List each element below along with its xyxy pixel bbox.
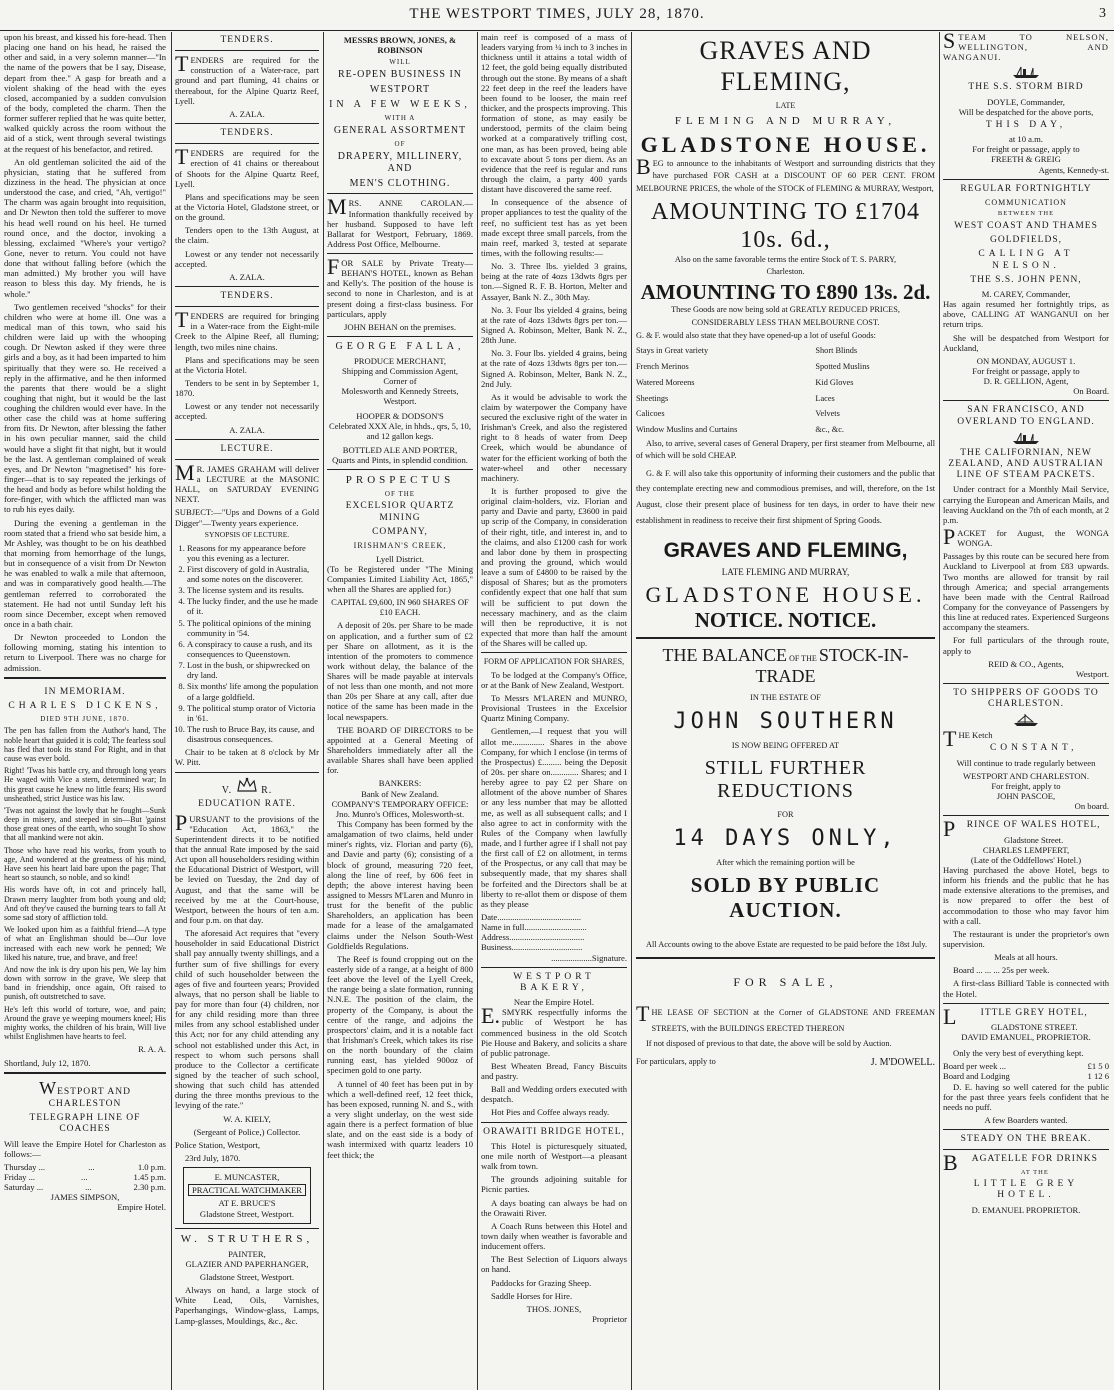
column-rule bbox=[631, 32, 632, 1390]
californian-text: Under contract for a Monthly Mail Service, carrying the European and American Mails, and leaving Auckland on the 7th of each month, at 2 p.m. bbox=[943, 484, 1109, 525]
education-text: The aforesaid Act requires that "every householder in said Educational District shall pay annually twenty shillings, and a further sum of five shillings for every child of such householder between the ages of five and fourteen years; Provided always, that no person shall be liable to pay for more than four (4) children, nor for any child residing more than three miles from any school established under this Act; nor for any child attending any school not established under this Act, in respect to whom such persons shall produce to the Collector a certificate signed by the teacher of such school, showing that such child has attended during the three months previous to the levying of the rate." bbox=[175, 928, 319, 1111]
brown-jones-line: WILL bbox=[389, 58, 411, 67]
prospectus-text: It is further proposed to give the original claim-holders, viz. Florian and party and Davie and party, £3600 in paid up scrip of the Company, in consideration of their right, title, and interest in, and to the claims, and also £1200 cash for work and labor done by them in prospecting and proving the ground, which would leave a sum of £4800 to be raised by the disposal of Shares; but as the promoters confidently expect that one half that sum will be sufficient to put down the necessary machinery, and as the claim will then be reproductive, it is not expected that more than half the amount of the Shares will be called up. bbox=[481, 486, 627, 649]
packet-agent: REID & CO., Agents, bbox=[988, 658, 1064, 669]
form-signature-field: ...................Signature. bbox=[551, 952, 627, 963]
tenders-heading: TENDERS. bbox=[220, 128, 274, 139]
tenders-heading: TENDERS. bbox=[220, 290, 274, 301]
prospectus-text: This Company has been formed by the amalgamation of two claims, held under miner's rights, viz. Florian and party (6), and Davie and party (6); consisting of a block of ground, measuring 720 feet, along the line of reef, by 606 feet in depth; the above interest having been assigned to Messrs M'Laren and Munro in trust for the benefit of the public Shareholders, an application has been made for a lease of the amalgamated claims under the Nelson South-West Goldfields Regulations. bbox=[327, 819, 473, 951]
little-grey-text: A few Boarders wanted. bbox=[984, 1115, 1068, 1126]
little-grey-text: D. E. having so well catered for the public for the past three years feels confident that he needs no puff. bbox=[943, 1081, 1109, 1112]
graves-fleming-text: These Goods are now being sold at GREATLY REDUCED PRICES, bbox=[671, 304, 900, 314]
column-2 bbox=[175, 32, 319, 1390]
story-paragraph: An old gentleman solicited the aid of the physician, stating that he suffered from dizziness in the head. The physician at once understood the case, and cried, "Ah, vertigo!" The charm was again brought into requisition, and Dr Newton then told the sufferer to move his head well round on his heel. He turned round once, and the doctor, invoking a blessing, exclaimed "Where's your vertigo? Gone, never to return. You could not have done that without falling before (which the man admitted.) My brother you will have reason to bless this day. My friends, he is whole." bbox=[4, 156, 166, 299]
graves-fleming-text: G. & F. would also state that they have opened-up a lot of useful Goods: bbox=[636, 330, 876, 340]
storm-bird-agent: Agents, Kennedy-st. bbox=[1038, 164, 1109, 175]
form-date-field: Date....................................... bbox=[481, 911, 582, 922]
steady-heading: STEADY ON THE BREAK. bbox=[960, 1134, 1092, 1145]
list-item: 6. A conspiracy to cause a rush, and its consequences to Queenstown. bbox=[187, 639, 319, 659]
royal-header: V. R. bbox=[175, 777, 319, 797]
divider bbox=[175, 1228, 319, 1229]
tender-text: TENDERS are required for the erection of 41 chains or thereabout of Shoots for the Alpine Quartz Reef, Lyell. bbox=[175, 144, 319, 189]
story-paragraph: upon his breast, and kissed his fore-head. Then placing one hand on his head, he raised the other and said, in a very solemn manner—"In the name of the powers that be I say, Disease, depart from thee." A gasp for breath and a violent shaking of the head with the eyes closed, accompanied by a sudden convulsion of the body, completed the charm. Then the former sufferer replied that he was quite better, walked quickly across the room without the aid of a stick, went through several twistings at the request of his benefactor, and retired. bbox=[4, 32, 166, 154]
story-paragraph: Dr Newton proceeded to London the following morning, stating his intention to return to Liverpool. There was no charge for admission. bbox=[4, 632, 166, 673]
struthers-text: Always on hand, a large stock of White Lead, Oils, Varnishes, Paperhangings, Window-glass, Lamps, Lamp-glasses, Mouldings, &c., &c. bbox=[175, 1285, 319, 1326]
ketch-text: Will continue to trade regularly between bbox=[956, 757, 1096, 768]
goods-item: Spotted Muslins bbox=[815, 362, 870, 372]
tender-text: Tenders open to the 13th August, at the claim. bbox=[175, 225, 319, 246]
falla-line: Corner of bbox=[383, 376, 417, 387]
divider bbox=[943, 1003, 1109, 1004]
prince-wales-heading: PRINCE OF WALES HOTEL, bbox=[943, 816, 1101, 842]
falla-line: HOOPER & DODSON'S bbox=[356, 410, 444, 421]
lecture-subject: SUBJECT:—"Ups and Downs of a Gold Digger"—Twenty years experience. bbox=[175, 507, 319, 528]
san-francisco-heading: SAN FRANCISCO, AND OVERLAND TO ENGLAND. bbox=[957, 405, 1095, 427]
graves-fleming-text: BEG to announce to the inhabitants of Westport and surrounding districts that they have purchased FOR CASH at a DISCOUNT OF 60 PER CENT. FROM MELBOURNE PRICES, the whole of the STOCK of FLEMING & MURRAY, Westport, bbox=[636, 153, 935, 193]
tender-signature: A. ZALA. bbox=[229, 108, 265, 119]
little-grey-name: DAVID EMANUEL, PROPRIETOR. bbox=[961, 1032, 1091, 1043]
divider bbox=[175, 439, 319, 440]
bakery-heading: WESTPORT BAKERY, bbox=[513, 971, 595, 993]
masthead bbox=[0, 0, 1114, 31]
orawaiti-heading: ORAWAITI BRIDGE HOTEL, bbox=[483, 1126, 625, 1137]
falla-line: PRODUCE MERCHANT, bbox=[354, 355, 446, 366]
john-penn-agent: On Board. bbox=[1073, 386, 1109, 397]
application-form-heading: FORM OF APPLICATION FOR SHARES, bbox=[483, 657, 625, 667]
carolan-notice: MRS. ANNE CAROLAN.—Information thankfully received by her husband. Supposed to have left Ballarat for Westport, February, 1869. Address Post Office, Melbourne. bbox=[327, 194, 473, 249]
storm-bird-text: For freight or passage, apply to bbox=[972, 144, 1080, 155]
coach-hotel: Empire Hotel. bbox=[117, 1202, 166, 1213]
memoriam-died: DIED 9TH JUNE, 1870. bbox=[40, 715, 130, 724]
storm-bird-day: THIS DAY, bbox=[985, 119, 1067, 130]
lecture-synopsis-heading: SYNOPSIS OF LECTURE. bbox=[204, 529, 290, 539]
struthers-line: Gladstone Street, Westport. bbox=[199, 1271, 295, 1282]
falla-line: Celebrated XXX Ale, in hhds., qrs, 5, 10, and 12 gallon kegs. bbox=[328, 420, 471, 441]
prospectus-text: THE BOARD OF DIRECTORS to be appointed at a General Meeting of Shareholders immediately after all the available Shares shall have been applied for. bbox=[327, 724, 473, 776]
steam-nelson-heading: STEAM TO NELSON, WELLINGTON, AND WANGANUI. bbox=[943, 32, 1109, 63]
poem-stanza: His words have oft, in cot and princely hall, Drawn merry laughter from both young and old; And oft they've caused the burning tears to fall At some sad story of affliction told. bbox=[4, 885, 166, 922]
price-row: Board per week ... £1 5 0 bbox=[943, 1061, 1109, 1072]
poem-stanza: The pen has fallen from the Author's hand, The noble heart that guided it is cold; The fearless soul has fled that took its stand For Right, and in that cause was ever bold. bbox=[4, 726, 166, 763]
poem-stanza: Right! 'Twas his battle cry, and through long years He waged with Vice a stern, determined war; In this great cause he knew no little fears; His sword unsheathed, strict Justice was his law. bbox=[4, 766, 166, 803]
prince-wales-name: CHARLES LEMPFERT, bbox=[982, 844, 1070, 855]
form-name-field: Name in full............................. bbox=[481, 922, 587, 933]
column-rule bbox=[939, 32, 940, 1390]
graves-fleming-text: Also on the same favorable terms the entire Stock of T. S. PARRY, bbox=[674, 254, 897, 264]
divider bbox=[636, 637, 935, 639]
prospectus-line: EXCELSIOR QUARTZ MINING bbox=[345, 501, 455, 523]
prospectus-line: COMPANY, bbox=[372, 526, 428, 537]
coach-heading: WESTPORT AND CHARLESTON bbox=[39, 1077, 131, 1109]
divider bbox=[943, 179, 1109, 180]
john-penn-text: For freight or passage, apply to bbox=[972, 365, 1080, 376]
regular-line: CALLING AT NELSON. bbox=[978, 249, 1074, 271]
bagatelle-name: D. EMANUEL PROPRIETOR. bbox=[971, 1204, 1081, 1215]
days-only-heading: 14 DAYS ONLY, bbox=[673, 825, 898, 851]
divider bbox=[943, 400, 1109, 401]
little-grey-sub: GLADSTONE STREET. bbox=[990, 1021, 1078, 1032]
list-item: 7. Lost in the bush, or shipwrecked on dry land. bbox=[187, 660, 319, 680]
orawaiti-text: A days boating can always be had on the Orawaiti River. bbox=[481, 1197, 627, 1218]
tenders-heading: TENDERS. bbox=[220, 35, 274, 45]
regular-line: WEST COAST AND THAMES bbox=[954, 220, 1098, 231]
goods-item: Window Muslins and Curtains bbox=[636, 425, 738, 435]
prince-wales-sub: Gladstone Street. bbox=[1004, 834, 1064, 845]
graves-fleming-heading: GRAVES AND FLEMING, bbox=[699, 36, 872, 96]
graves-fleming-text: G. & F. will also take this opportunity of informing their customers and the public that they contemplate erecting new and commodious premises, and will, therefore, on the 1st August, close their present place of business for ten days, in order to have their new establishment in readiness to receive their first shipment of Spring Goods. bbox=[636, 468, 935, 525]
poem-place: Shortland, July 12, 1870. bbox=[4, 1057, 91, 1068]
falla-line: BOTTLED ALE AND PORTER, bbox=[342, 444, 458, 455]
tender-text: Lowest or any tender not necessarily accepted. bbox=[175, 401, 319, 422]
list-item: 10. The rush to Bruce Bay, its cause, and disastrous consequences. bbox=[187, 724, 319, 744]
list-item: 5. The political opinions of the mining community in '54. bbox=[187, 618, 319, 638]
goods-item: French Merinos bbox=[636, 362, 689, 372]
sailing-ship-icon bbox=[1011, 713, 1041, 727]
balance-heading: THE BALANCE OF THE STOCK-IN-TRADE bbox=[662, 644, 909, 687]
bakery-text: Ball and Wedding orders executed with despatch. bbox=[481, 1084, 627, 1105]
prospectus-text: The Reef is found cropping out on the easterly side of a range, at a height of 800 feet above the level of the Lyell Creek, the range being a slate formation, running N.N.E. The position of the claim, the property of the Company, is about the centre of the range, and adjoins the prospectors' claim, and it is a notable fact that Irishman's Creek, which takes its rise on the north boundary of the claim running east, has yielded 900oz of specimen gold to one party. bbox=[327, 953, 473, 1076]
divider bbox=[175, 459, 319, 460]
struthers-heading: W. STRUTHERS, bbox=[180, 1232, 314, 1245]
price-row: Board and Lodging 1 12 6 bbox=[943, 1071, 1109, 1082]
assay-result: No. 3. Four lbs yielded 4 grains, being at the rate of 4ozs 13dwts 8grs per ton.—Signed A. Robinson, Melter, Bank N. Z., 28th June. bbox=[481, 304, 627, 346]
brown-jones-line: RE-OPEN BUSINESS IN bbox=[337, 69, 462, 81]
packet-text: PACKET for August, the WONGA WONGA. bbox=[943, 523, 1109, 549]
falla-heading: GEORGE FALLA, bbox=[335, 341, 465, 353]
goods-list bbox=[636, 343, 935, 438]
prospectus-line: Lyell District. bbox=[376, 553, 424, 564]
prince-wales-text: A first-class Billiard Table is connected with the Hotel. bbox=[943, 978, 1109, 999]
graves-fleming-text: CONSIDERABLY LESS THAN MELBOURNE COST. bbox=[691, 317, 880, 327]
graves-fleming-heading-2: GRAVES AND FLEMING, bbox=[663, 538, 908, 562]
goods-item: Stays in Great variety bbox=[636, 346, 709, 356]
packet-agent: Westport. bbox=[1076, 668, 1109, 679]
bakery-text: Hot Pies and Coffee always ready. bbox=[491, 1107, 610, 1118]
prospectus-text: (To be Registered under "The Mining Companies Limited Liability Act, 1865," when all the Shares are applied for.) bbox=[327, 563, 473, 594]
lease-text: If not disposed of previous to that date, the above will be sold by Auction. bbox=[646, 1039, 892, 1049]
coach-subheading: TELEGRAPH LINE OF COACHES bbox=[29, 1113, 141, 1135]
tender-text: Plans and specifications may be seen at the Victoria Hotel, Gladstone street, or on the ground. bbox=[175, 191, 319, 223]
prospectus-bankers: Bank of New Zealand. bbox=[361, 788, 439, 799]
brown-jones-line: MEN'S CLOTHING. bbox=[349, 177, 451, 189]
column-6 bbox=[943, 32, 1109, 1390]
falla-line: Molesworth and Kennedy Streets, bbox=[341, 386, 459, 397]
lecture-heading: LECTURE. bbox=[220, 443, 274, 454]
amount-heading: AMOUNTING TO £890 13s. 2d. bbox=[640, 280, 931, 305]
form-business-field: Business................................. bbox=[481, 942, 583, 953]
prospectus-line: OF THE bbox=[384, 490, 416, 499]
divider bbox=[636, 957, 935, 959]
steamship-icon bbox=[1011, 431, 1041, 445]
ketch-name: CONSTANT, bbox=[989, 743, 1078, 754]
prospectus-text: main reef is composed of a mass of leaders varying from ¼ inch to 3 inches in thickness until it attains a total width of 12 feet, the gold being equally distributed through out the stone. By means of a shaft 22 feet deep in the reef the leaders have been found to be looser, the main reef thicker, and the prospects improving. This formation of stone, as may easily be understood, permits of the claim being worked at a comparatively trifling cost, one man, as has been proved, being able to excavate about 5 tons per diem. As an evidence that the reef is regular and runs through the claim, a party 400 yards distant have discovered the same reef. bbox=[481, 32, 627, 195]
divider bbox=[175, 123, 319, 124]
graves-fleming-late-2: LATE FLEMING AND MURRAY, bbox=[721, 567, 850, 578]
packet-text: Passages by this route can be secured here from Auckland to Liverpool at from £83 upwards. Two months are allowed for transit by rail through America; and special arrangements have been made with the Central Railroad Company for the conveyance of Passengers by this line at reduced rates. Experienced Surgeons accompany the steamers. bbox=[943, 551, 1109, 633]
for-sale-heading: FOR SALE, bbox=[733, 974, 838, 989]
list-item: 8. Six months' life among the population of a large goldfield. bbox=[187, 681, 319, 701]
amount-heading: AMOUNTING TO £1704 10s. 6d., bbox=[650, 199, 921, 254]
orawaiti-text: The Best Selection of Liquors always on hand. bbox=[481, 1254, 627, 1275]
watchmaker-ad: E. MUNCASTER, PRACTICAL WATCHMAKER AT E. BRUCE'S Gladstone Street, Westport. bbox=[183, 1167, 311, 1224]
education-signature: Police Station, Westport, bbox=[175, 1139, 261, 1150]
column-1 bbox=[4, 32, 166, 1390]
assay-result: No. 3. Four lbs. yielded 4 grains, being at the rate of 4ozs 13dwts 8grs per ton.—Signed A. Robinson, Melter, Bank N. Z., 2nd July. bbox=[481, 348, 627, 389]
column-rule bbox=[171, 32, 172, 1390]
lecture-text: MR. JAMES GRAHAM will deliver a LECTURE at the MASONIC HALL, on SATURDAY EVENING NEXT. bbox=[175, 459, 319, 505]
education-signature: W. A. KIELY, bbox=[223, 1113, 271, 1124]
list-item: 4. The lucky finder, and the use he made of it. bbox=[187, 596, 319, 616]
bakery-text: E.SMYRK respectfully informs the public of Westport he has commenced business in the old Scotch Pie House and Bakery, and solicits a share of public patronage. bbox=[481, 1003, 627, 1058]
orawaiti-text: This Hotel is picturesquely situated, one mile north of Westport—a pleasant walk from town. bbox=[481, 1140, 627, 1172]
storm-bird-name: THE S.S. STORM BIRD bbox=[968, 82, 1084, 93]
john-penn-name: THE S.S. JOHN PENN, bbox=[970, 274, 1082, 285]
storm-bird-text: Will be despatched for the above ports, bbox=[958, 106, 1094, 117]
falla-line: Westport. bbox=[383, 396, 417, 407]
goods-item: Short Blinds bbox=[815, 346, 858, 356]
poem-stanza: Those who have read his works, from youth to age, And wondered at the greatness of his mind, Have seen his heart laid bare upon the page; That heart so staunch, so noble, and so kind! bbox=[4, 845, 166, 883]
poem-signature: R. A. A. bbox=[138, 1044, 166, 1055]
memoriam-name: CHARLES DICKENS, bbox=[8, 700, 162, 711]
john-penn-date: ON MONDAY, AUGUST 1. bbox=[976, 355, 1076, 366]
ketch-text: WESTPORT AND CHARLESTON. bbox=[963, 770, 1089, 781]
prince-wales-text: Having purchased the above Hotel, begs to inform his friends and the public that he has made extensive alterations to the premises, and is now prepared to offer the best of accommodation to those who may favor him with a call. bbox=[943, 865, 1109, 926]
behan-sale-text: FOR SALE by Private Treaty—BEHAN'S HOTEL, known as Behan and Kelly's. The position of the house is second to none in Charleston, and is at present doing a first-class business. For particulars, apply bbox=[327, 254, 473, 319]
coach-time-row: Saturday ... ... 2.30 p.m. bbox=[4, 1182, 166, 1193]
tender-text: Plans and specifications may be seen at the Victoria Hotel. bbox=[175, 354, 319, 375]
divider bbox=[481, 1122, 627, 1123]
californian-heading: THE CALIFORNIAN, NEW ZEALAND, AND AUSTRALIAN LINE OF STEAM PACKETS. bbox=[948, 447, 1104, 481]
form-address-field: Address................................... bbox=[481, 932, 585, 943]
brown-jones-line: WESTPORT bbox=[369, 84, 431, 96]
coach-time-row: Friday ... ... 1.45 p.m. bbox=[4, 1171, 166, 1182]
orawaiti-proprietor: Proprietor bbox=[592, 1313, 627, 1324]
goods-item: Velvets bbox=[815, 409, 840, 419]
masthead-title: THE WESTPORT TIMES, JULY 28, 1870. bbox=[409, 6, 705, 22]
divider bbox=[943, 683, 1109, 684]
bagatelle-line: LITTLE GREY HOTEL. bbox=[973, 1179, 1079, 1201]
regular-line: GOLDFIELDS, bbox=[990, 235, 1062, 246]
poem-stanza: He's left this world of torture, woe, and pain; Around the grave ye weeping mourners kneel; His mighty works, the children of his brain, Will live whilst Englishmen have hearts to feel. bbox=[4, 1004, 166, 1042]
notice-heading: NOTICE. NOTICE. bbox=[694, 608, 877, 633]
brown-jones-line: GENERAL ASSORTMENT bbox=[333, 124, 467, 136]
gladstone-house-heading-2: GLADSTONE HOUSE. bbox=[645, 582, 926, 608]
orawaiti-text: The grounds adjoining suitable for Picnic parties. bbox=[481, 1174, 627, 1195]
royal-crest-icon bbox=[236, 777, 258, 793]
little-grey-text: Only the very best of everything kept. bbox=[953, 1048, 1084, 1059]
graves-fleming-late: LATE bbox=[775, 101, 796, 111]
coach-time-row: Thursday ... ... 1.0 p.m. bbox=[4, 1161, 166, 1172]
column-rule bbox=[477, 32, 478, 1390]
poem-stanza: And now the ink is dry upon his pen, We lay him down with sorrow in the grave, We sleep that band in friendship, once again, Oft raised to punish, oft outstretched to save. bbox=[4, 964, 166, 1002]
divider bbox=[175, 306, 319, 307]
john-penn-text: Has again resumed her fortnightly trips, as above, CALLING AT WANGANUI on her return trips. bbox=[943, 299, 1109, 330]
divider bbox=[943, 1149, 1109, 1150]
brown-jones-line: IN A FEW WEEKS, bbox=[329, 98, 471, 110]
list-item: 3. The license system and its results. bbox=[187, 585, 319, 595]
prospectus-text: In consequence of the absence of proper appliances to test the quality of the reef, no sufficient test has as yet been made except three small parcels, from the main reef, marked 3, tested at separate times, with the following results:— bbox=[481, 197, 627, 258]
packet-text: For full particulars of the through route, apply to bbox=[943, 635, 1109, 656]
behan-sale-signature: JOHN BEHAN on the premises. bbox=[344, 321, 456, 332]
prospectus-office: Jno. Munro's Offices, Molesworth-st. bbox=[335, 808, 465, 819]
divider bbox=[4, 1072, 166, 1074]
divider bbox=[175, 286, 319, 287]
ketch-agent: JOHN PASCOE, bbox=[996, 791, 1056, 802]
education-signature: 23rd July, 1870. bbox=[185, 1153, 241, 1164]
divider bbox=[175, 772, 319, 773]
tender-text: TENDERS are required for the construction of a Water-race, part ground and part fluming, 41 chains or thereabout, for the Alpine Quartz Reef, Lyell. bbox=[175, 51, 319, 106]
for-line: FOR bbox=[777, 809, 794, 819]
john-penn-commander: M. CAREY, Commander, bbox=[981, 288, 1071, 299]
goods-item: Watered Moreens bbox=[636, 377, 695, 387]
story-paragraph: Two gentlemen received "shocks" for their children who were at home ill. One was a medical man of this town, who said his children were laid up with the whooping cough. Dr Newton asked if they were three girls and a boy, as it had been imparted to him spiritually that they were so. He received a reply in the affirmative, and he then informed the parents that there would be a slight coughing that night, but it would be the last coughing the children would ever have. In the other case the child was at home suffering from fits. Dr Newton, after blessing the father in his own peculiar manner, said the child would have a slight fit that night, but it would be the last. A gentleman complained of weak eyes, and Dr Newton "magnetised" his fore-finger—that is to say repeated the jerkings of the head and body as before whilst holding the fore-finger, with which the afflicted man was to rub his eyes daily. bbox=[4, 301, 166, 515]
column-4 bbox=[481, 32, 627, 1390]
orawaiti-text: Saddle Horses for Hire. bbox=[491, 1290, 573, 1301]
storm-bird-commander: DOYLE, Commander, bbox=[987, 96, 1065, 107]
after-line: After which the remaining portion will be bbox=[716, 857, 855, 867]
column-rule bbox=[323, 32, 324, 1390]
gladstone-house-heading: GLADSTONE HOUSE. bbox=[640, 131, 931, 157]
brown-jones-line: WITH A bbox=[384, 113, 416, 122]
coach-text: Will leave the Empire Hotel for Charleston as follows:— bbox=[4, 1138, 166, 1159]
graves-fleming-text: Charleston. bbox=[766, 267, 805, 277]
estate-line: IN THE ESTATE OF bbox=[750, 693, 821, 703]
prospectus-heading: PROSPECTUS bbox=[345, 474, 455, 487]
graves-fleming-former: FLEMING AND MURRAY, bbox=[674, 114, 897, 127]
falla-line: Shipping and Commission Agent, bbox=[341, 365, 459, 376]
list-item: 1. Reasons for my appearance before you this evening as a lecturer. bbox=[187, 543, 319, 563]
graves-fleming-text: Also, to arrive, several cases of General Drapery, per first steamer from Melbourne, all of which will be sold CHEAP. bbox=[636, 438, 935, 461]
orawaiti-signature: THOS. JONES, bbox=[526, 1303, 582, 1314]
steamship-icon bbox=[1011, 65, 1041, 79]
lease-text: THE LEASE OF SECTION at the Corner of GLADSTONE AND FREEMAN STREETS, with the BUILDINGS ERECTED THEREON bbox=[636, 1000, 935, 1033]
divider bbox=[943, 815, 1109, 816]
struthers-line: PAINTER, bbox=[228, 1248, 266, 1259]
offered-line: IS NOW BEING OFFERED AT bbox=[731, 740, 840, 750]
orawaiti-text: Paddocks for Grazing Sheep. bbox=[491, 1277, 592, 1288]
reductions-heading: STILL FURTHER REDUCTIONS bbox=[704, 756, 867, 803]
prospectus-text: A tunnel of 40 feet has been put in by which a well-defined reef, 12 feet thick, has been exposed, running N. and S., with a very slight underlay, on the west side again there is a perfect formation of blue slate, and on the east side is a body of wash intermixed with quartz leaders 10 feet thick; the bbox=[327, 1078, 473, 1160]
column-5 bbox=[636, 32, 935, 1390]
list-item: 9. The political stump orator of Victoria in '61. bbox=[187, 703, 319, 723]
lecture-chair: Chair to be taken at 8 o'clock by Mr W. Pitt. bbox=[175, 747, 319, 768]
divider bbox=[327, 253, 473, 254]
tender-text: TENDERS are required for bringing in a Water-race from the Eight-mile Creek to the Alpine Reef, all fluming; length, two miles nine chains. bbox=[175, 307, 319, 352]
education-heading: EDUCATION RATE. bbox=[198, 799, 296, 810]
tender-text: Tenders to be sent in by September 1, 1870. bbox=[175, 377, 319, 399]
storm-bird-agent: FREETH & GREIG bbox=[991, 154, 1061, 165]
education-signature: (Sergeant of Police,) Collector. bbox=[193, 1126, 301, 1137]
struthers-line: GLAZIER AND PAPERHANGER, bbox=[185, 1258, 309, 1269]
lease-contact: For particulars, apply to J. M'DOWELL. bbox=[636, 1057, 935, 1069]
poem-stanza: 'Twas not against the lowly that he fought—Sunk deep in misery, and steeped in sin—But 'gainst those great ones of the earth, who sought To show that all mankind were not akin. bbox=[4, 805, 166, 843]
application-form-text: To be lodged at the Company's Office, or at the Bank of New Zealand, Westport. bbox=[481, 669, 627, 690]
accounts-notice: All Accounts owing to the above Estate are requested to be paid before the 18st July. bbox=[646, 940, 928, 949]
prospectus-text: As it would be advisable to work the claim by waterpower the Company have secured the exclusive right of the water in Irishman's Creek, and also the registered right to 8 heads of water from Deep Creek, which would be abundance of water for the efficient working of both the water-wheel and other necessary machinery. bbox=[481, 391, 627, 483]
brown-jones-line: OF bbox=[394, 139, 406, 148]
divider bbox=[175, 50, 319, 51]
storm-bird-time: at 10 a.m. bbox=[1009, 134, 1043, 145]
goods-item: &c., &c. bbox=[815, 425, 844, 435]
education-text: PURSUANT to the provisions of the "Education Act, 1863," the Superintendent directs it to be notified that the annual Rate imposed by the said Act upon all householders residing within the Educational District of Westport, will be levied on Tuesday, the 2nd day of August, and that the same will be received by me at the Court-house, Westport, between the hours of ten a.m. and four p.m. on that day. bbox=[175, 809, 319, 925]
story-paragraph: During the evening a gentleman in the room stated that a friend who sat beside him, a Mr Ashley, was thought to be on his deathbed that morning from hemorrhage of the lungs, but in consequence of a visit from Dr Newton he was enabled to walk a mile that afternoon, and was in comparatively good health.—The gentleman referred to corroborated the statement. He had not until Sunday left his room since December, except when removed once in a bath chair. bbox=[4, 517, 166, 630]
ketch-line: THE Ketch bbox=[943, 726, 993, 752]
bagatelle-line: AT THE bbox=[1020, 1168, 1049, 1176]
shippers-heading: TO SHIPPERS OF GOODS TO CHARLESTON. bbox=[953, 687, 1099, 710]
regular-heading: REGULAR FORTNIGHTLY bbox=[960, 183, 1092, 194]
coach-proprietor: JAMES SIMPSON, bbox=[50, 1192, 120, 1203]
prince-wales-text: Board ... ... ... 25s per week. bbox=[953, 965, 1050, 976]
little-grey-heading: LITTLE GREY HOTEL, bbox=[943, 1003, 1088, 1029]
john-southern-heading: JOHN SOUTHERN bbox=[673, 709, 898, 735]
regular-line: BETWEEN THE bbox=[997, 210, 1055, 218]
bakery-subheading: Near the Empire Hotel. bbox=[513, 997, 595, 1008]
divider bbox=[4, 677, 166, 679]
falla-line: Quarts and Pints, in splendid condition. bbox=[332, 455, 468, 466]
divider bbox=[327, 336, 473, 337]
auction-heading: SOLD BY PUBLIC AUCTION. bbox=[690, 873, 881, 923]
prince-wales-text: The restaurant is under the proprietor's own supervision. bbox=[943, 928, 1109, 949]
goods-item: Laces bbox=[815, 393, 835, 403]
prospectus-bankers-heading: BANKERS: bbox=[378, 778, 422, 789]
regular-line: COMMUNICATION bbox=[985, 197, 1067, 207]
goods-item: Sheetings bbox=[636, 393, 669, 403]
bagatelle-heading: BAGATELLE FOR DRINKS bbox=[943, 1150, 1098, 1176]
page-number: 3 bbox=[1099, 6, 1106, 21]
divider bbox=[481, 652, 627, 653]
memoriam-heading: IN MEMORIAM. bbox=[44, 686, 126, 697]
application-form-text: Gentlemen,—I request that you will allot me............... Shares in the above Company, for which I enclose (in terms of the Prospectus) £......... being the Deposit of 20s. per share on............. Shares; and I hereby agree to pay £2 per Share on allotment of the above number of Shares or any less number that may be allotted me, as well as all subsequent calls; and I also agree to act in conformity with the Rules of the Company when lawfully made, and I further agree if I shall not pay the first call of £2 on allotment, in terms of the Prospectus, or any call that may be subsequently made, that my shares shall be forfeited and the Directors shall be at liberty to re-allot them or dispose of them as they please bbox=[481, 726, 627, 909]
divider bbox=[481, 967, 627, 968]
prince-wales-late: (Late of the Oddfellows' Hotel.) bbox=[970, 854, 1082, 865]
prospectus-line: IRISHMAN'S CREEK, bbox=[353, 541, 447, 551]
tender-text: Lowest or any tender not necessarily accepted. bbox=[175, 248, 319, 269]
prospectus-capital: CAPITAL £9,600, IN 960 SHARES OF £10 EACH. bbox=[331, 597, 469, 618]
assay-result: No. 3. Three lbs. yielded 3 grains, being at the rate of 4ozs 13dwts 8grs per ton.—Signed R. F. B. Horton, Melter and Assayer, Bank N. Z., 30th May. bbox=[481, 261, 627, 302]
divider bbox=[327, 469, 473, 470]
list-item: 2. First discovery of gold in Australia, and some notes on the discoverer. bbox=[187, 564, 319, 584]
orawaiti-text: A Coach Runs between this Hotel and town daily when weather is favorable and inducement offers. bbox=[481, 1220, 627, 1252]
brown-jones-heading: MESSRS BROWN, JONES, & ROBINSON bbox=[343, 35, 457, 56]
divider bbox=[943, 1129, 1109, 1130]
goods-item: Calicoes bbox=[636, 409, 665, 419]
brown-jones-line: DRAPERY, MILLINERY, AND bbox=[337, 150, 463, 174]
goods-item: Kid Gloves bbox=[815, 377, 854, 387]
bakery-text: Best Wheaten Bread, Fancy Biscuits and pastry. bbox=[481, 1060, 627, 1082]
john-penn-agent: D. R. GELLION, Agent, bbox=[983, 376, 1069, 387]
divider bbox=[175, 143, 319, 144]
tender-signature: A. ZALA. bbox=[229, 271, 265, 282]
prospectus-text: A deposit of 20s. per Share to be made on application, and a further sum of £2 per Share on allotment, as it is the intention of the promoters to commence work without delay, the balance of the Shares will be made payable at intervals of not less than one month, and not more than 20s per Share at any call, after due notice of the same has been made in the local newspapers. bbox=[327, 620, 473, 722]
column-3 bbox=[327, 32, 473, 1390]
ketch-text: For freight, apply to bbox=[991, 780, 1061, 791]
poem-stanza: We looked upon him as a faithful friend—A type of what an Englishman should be—Our love increased with each new work he penned; We liked his nature, true, and brave, and free! bbox=[4, 925, 166, 962]
ketch-agent: On board. bbox=[1074, 801, 1109, 812]
lecture-synopsis-list bbox=[175, 543, 319, 745]
application-form-text: To Messrs M'LAREN and MUNRO, Provisional Trustees in the Excelsior Quartz Mining Company. bbox=[481, 693, 627, 724]
divider bbox=[327, 193, 473, 194]
tender-signature: A. ZALA. bbox=[229, 424, 265, 435]
john-penn-text: She will be despatched from Westport for Auckland, bbox=[943, 332, 1109, 353]
prospectus-office-heading: COMPANY'S TEMPORARY OFFICE: bbox=[331, 798, 469, 809]
prince-wales-text: Meals at all hours. bbox=[994, 952, 1058, 963]
